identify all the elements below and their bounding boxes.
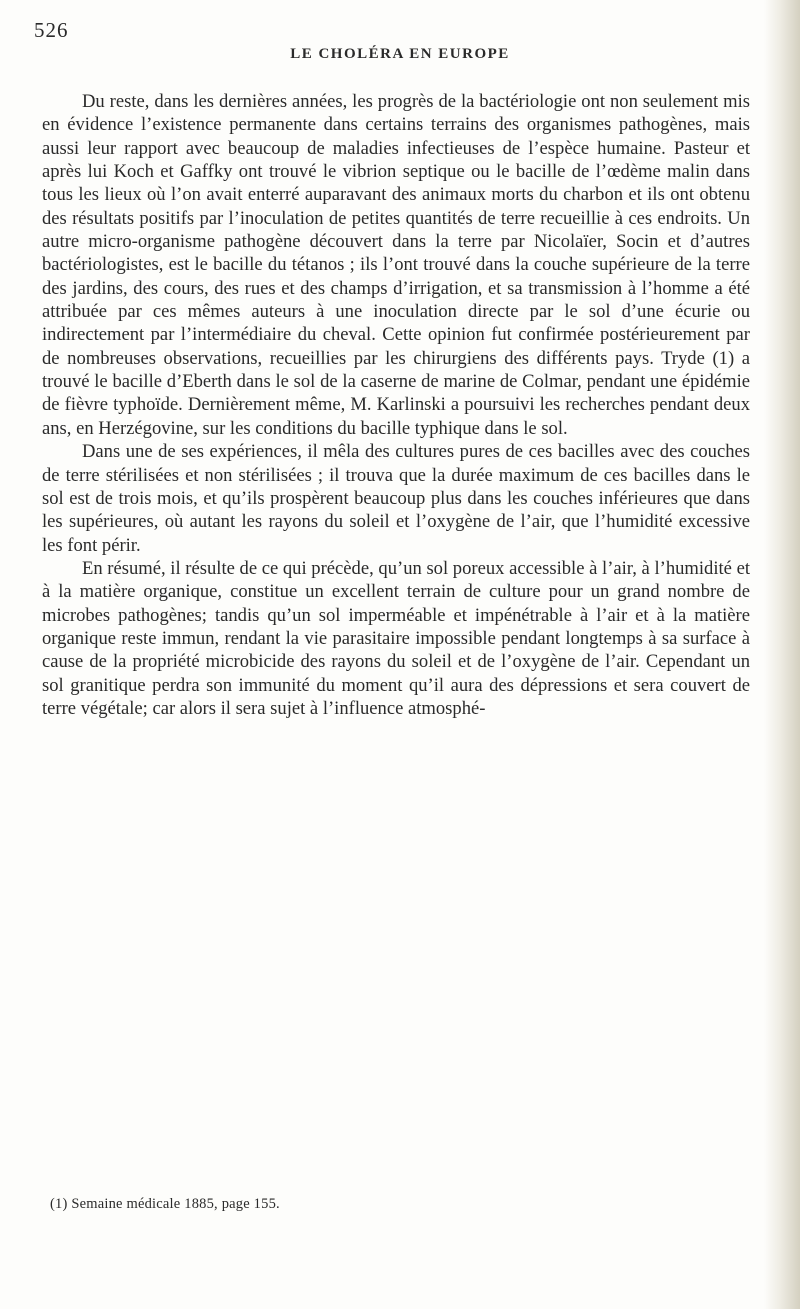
page-number: 526 <box>34 18 69 42</box>
footnote-reference: (1) <box>712 347 735 369</box>
running-head: LE CHOLÉRA EN EUROPE <box>290 46 510 62</box>
paragraph-2: Dans une de ses expériences, il mêla des cultures pures de ces bacilles avec des couches de terre stérilisées et non stérilisées ; il trouva que la durée maximum de ces bacilles dans le sol est de trois mois, et qu’ils prospèrent beaucoup plus dans les couches inférieures que dans les supérieures, où autant les rayons du soleil et l’oxygène de l’air, que l’humidité excessive les font périr. <box>42 441 750 556</box>
body-text <box>42 90 750 720</box>
paragraph-1 <box>42 90 750 440</box>
paragraph-1-text-continued: a trouvé le bacille d’Eberth dans le sol de la caserne de marine de Colmar, pendant une épidémie de fièvre typhoïde. Dernièrement même, M. Karlinski a poursuivi les recherches pendant deux ans, en Herzégovine, sur les conditions du bacille typhique dans le sol. <box>42 347 750 439</box>
paragraph-1-text: Du reste, dans les dernières années, les progrès de la bactériologie ont non seulement mis en évidence l’existence permanente dans certains terrains des organismes pathogènes, mais aussi leur rapport avec beaucoup de maladies infectieuses de l’espèce humaine. Pasteur et après lui Koch et Gaffky ont trouvé le vibrion septique ou le bacille de l’œdème malin dans tous les lieux où l’on avait enterré auparavant des animaux morts du charbon et ils ont obtenu des résultats positifs par l’inoculation de petites quantités de terre recueillie à ces endroits. Un autre micro-organisme pathogène découvert dans la terre par Nicolaïer, Socin et d’autres bactériologistes, est le bacille du tétanos ; ils l’ont trouvé dans la couche supérieure de la terre des jardins, des cours, des rues et des champs d’irrigation, et sa transmission à l’homme a été attribuée par ces mêmes auteurs à une inoculation directe par le sol d’une écurie ou indirectement par l’intermédiaire du cheval. Cette opinion fut confirmée postérieurement par de nombreuses observations, recueillies par les chirurgiens des différents pays. Tryde <box>42 91 750 369</box>
page-edge-shadow <box>764 0 800 1309</box>
footnote: (1) Semaine médicale 1885, page 155. <box>50 1196 280 1212</box>
paragraph-3: En résumé, il résulte de ce qui précède, qu’un sol poreux accessible à l’air, à l’humidité et à la matière organique, constitue un excellent terrain de culture pour un grand nombre de microbes pathogènes; tandis qu’un sol imperméable et impénétrable à l’air et à la matière organique reste immun, rendant la vie parasitaire impossible pendant longtemps à sa surface à cause de la propriété microbicide des rayons du soleil et de l’oxygène de l’air. Cependant un sol granitique perdra son immunité du moment qu’il aura des dépressions et sera couvert de terre végétale; car alors il sera sujet à l’influence atmosphé- <box>42 557 750 719</box>
